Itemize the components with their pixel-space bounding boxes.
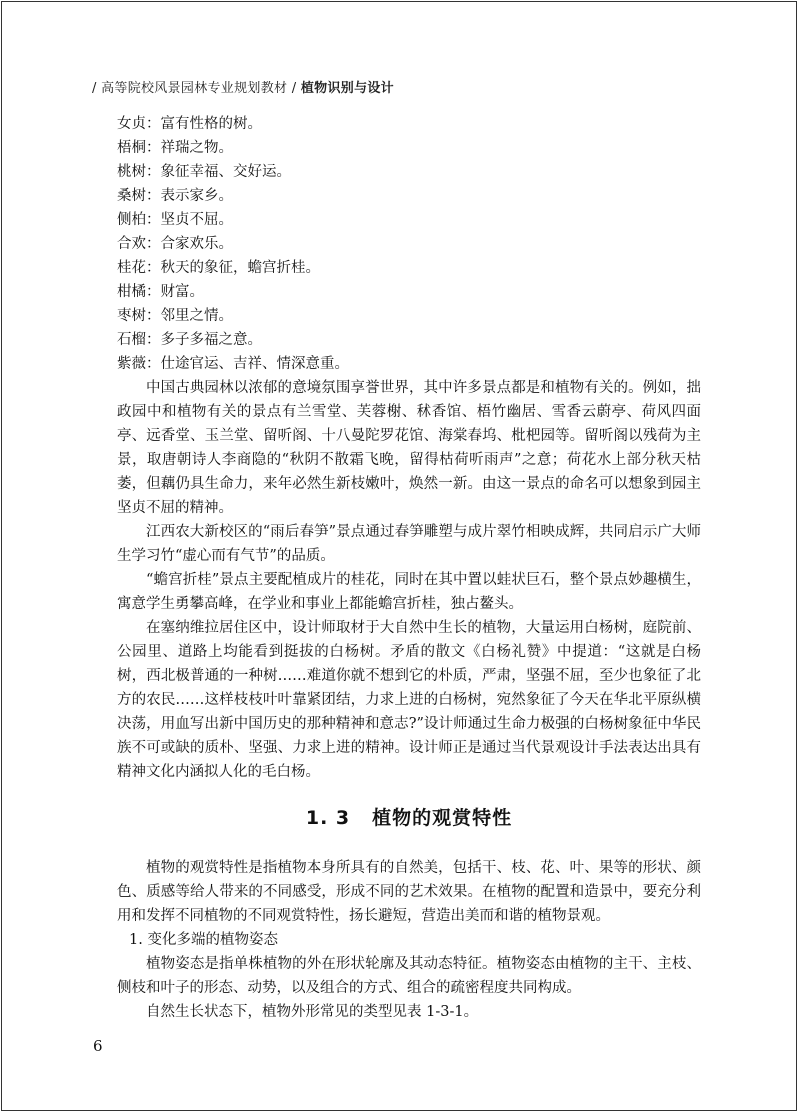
paragraph-bamboo-shoots: 江西农大新校区的“雨后春笋”景点通过春笋雕塑与成片翠竹相映成辉，共同启示广大师生学习竹“虚心而有气节”的品质。 <box>117 524 701 564</box>
plant-meaning: 象征幸福、交好运。 <box>160 164 291 180</box>
subsection-heading: 1. 变化多端的植物姿态 <box>129 932 278 948</box>
list-item <box>117 352 701 376</box>
plant-name: 合欢： <box>117 236 161 252</box>
section-intro: 植物的观赏特性是指植物本身所具有的自然美，包括干、枝、花、叶、果等的形状、颜色、质感等给人带来的不同感受，形成不同的艺术效果。在植物的配置和造景中，要充分利用和发挥不同植物的不同观赏特性，扬长避短，营造出美而和谐的植物景观。 <box>117 860 701 924</box>
paragraph-osmanthus: “蟾宫折桂”景点主要配植成片的桂花，同时在其中置以蛙状巨石，整个景点妙趣横生，寓意学生勇攀高峰，在学业和事业上都能蟾宫折桂，独占鳌头。 <box>117 572 701 612</box>
paragraph-classical-gardens: 中国古典园林以浓郁的意境氛围享誉世界，其中许多景点都是和植物有关的。例如，拙政园中和植物有关的景点有兰雪堂、芙蓉榭、秫香馆、梧竹幽居、雪香云蔚亭、荷风四面亭、远香堂、玉兰堂、留听阁、十八曼陀罗花馆、海棠春坞、枇杷园等。留听阁以残荷为主景，取唐朝诗人李商隐的“秋阴不散霜飞晚，留得枯荷听雨声”之意；荷花水上部分秋天枯萎，但藕仍具生命力，来年必然生新枝嫩叶，焕然一新。由这一景点的命名可以想象到园主坚贞不屈的精神。 <box>117 380 701 516</box>
plant-name: 桑树： <box>117 188 161 204</box>
paragraph-plant-form: 植物姿态是指单株植物的外在形状轮廓及其动态特征。植物姿态由植物的主干、主枝、侧枝和叶子的形态、动势，以及组合的方式、组合的疏密程度共同构成。 <box>117 956 701 996</box>
paragraph-table-ref: 自然生长状态下，植物外形常见的类型见表 1-3-1。 <box>146 1004 479 1020</box>
series-title: / 高等院校风景园林专业规划教材 / <box>92 81 297 96</box>
plant-name: 梧桐： <box>117 140 161 156</box>
plant-meaning: 邻里之情。 <box>160 308 233 324</box>
section-heading <box>117 806 701 830</box>
list-item <box>117 280 701 304</box>
plant-meaning: 坚贞不屈。 <box>160 212 233 228</box>
plant-name: 枣树： <box>117 308 161 324</box>
plant-meaning: 祥瑞之物。 <box>160 140 233 156</box>
list-item <box>117 160 701 184</box>
list-item <box>117 328 701 352</box>
plant-name: 桃树： <box>117 164 161 180</box>
section-number: 1. 3 <box>305 807 351 829</box>
page-content <box>117 112 701 1024</box>
list-item <box>117 184 701 208</box>
list-item <box>117 256 701 280</box>
plant-meaning: 富有性格的树。 <box>160 116 262 132</box>
section-title: 植物的观赏特性 <box>372 807 513 829</box>
list-item <box>117 304 701 328</box>
book-title: 植物识别与设计 <box>300 81 394 96</box>
plant-name: 女贞： <box>117 116 161 132</box>
page-number: 6 <box>93 1037 103 1055</box>
list-item <box>117 232 701 256</box>
plant-name: 桂花： <box>117 260 161 276</box>
plant-meaning: 秋天的象征，蟾宫折桂。 <box>160 260 320 276</box>
running-header <box>92 77 394 96</box>
list-item <box>117 208 701 232</box>
plant-name: 柑橘： <box>117 284 161 300</box>
plant-meaning: 合家欢乐。 <box>160 236 233 252</box>
plant-name: 石榴： <box>117 332 161 348</box>
plant-meaning-list <box>117 112 701 376</box>
plant-meaning: 财富。 <box>160 284 204 300</box>
plant-meaning: 表示家乡。 <box>160 188 233 204</box>
plant-meaning: 多子多福之意。 <box>160 332 262 348</box>
plant-name: 紫薇： <box>117 356 161 372</box>
list-item <box>117 136 701 160</box>
plant-meaning: 仕途官运、吉祥、情深意重。 <box>160 356 349 372</box>
paragraph-poplar: 在塞纳维拉居住区中，设计师取材于大自然中生长的植物，大量运用白杨树，庭院前、公园里、道路上均能看到挺拔的白杨树。矛盾的散文《白杨礼赞》中提道：“这就是白杨树，西北极普通的一种树……难道你就不想到它的朴质，严肃，坚强不屈，至少也象征了北方的农民……这样枝枝叶叶靠紧团结，力求上进的白杨树，宛然象征了今天在华北平原纵横决荡，用血写出新中国历史的那种精神和意志?”设计师通过生命力极强的白杨树象征中华民族不可或缺的质朴、坚强、力求上进的精神。设计师正是通过当代景观设计手法表达出具有精神文化内涵拟人化的毛白杨。 <box>117 620 701 780</box>
list-item <box>117 112 701 136</box>
plant-name: 侧柏： <box>117 212 161 228</box>
